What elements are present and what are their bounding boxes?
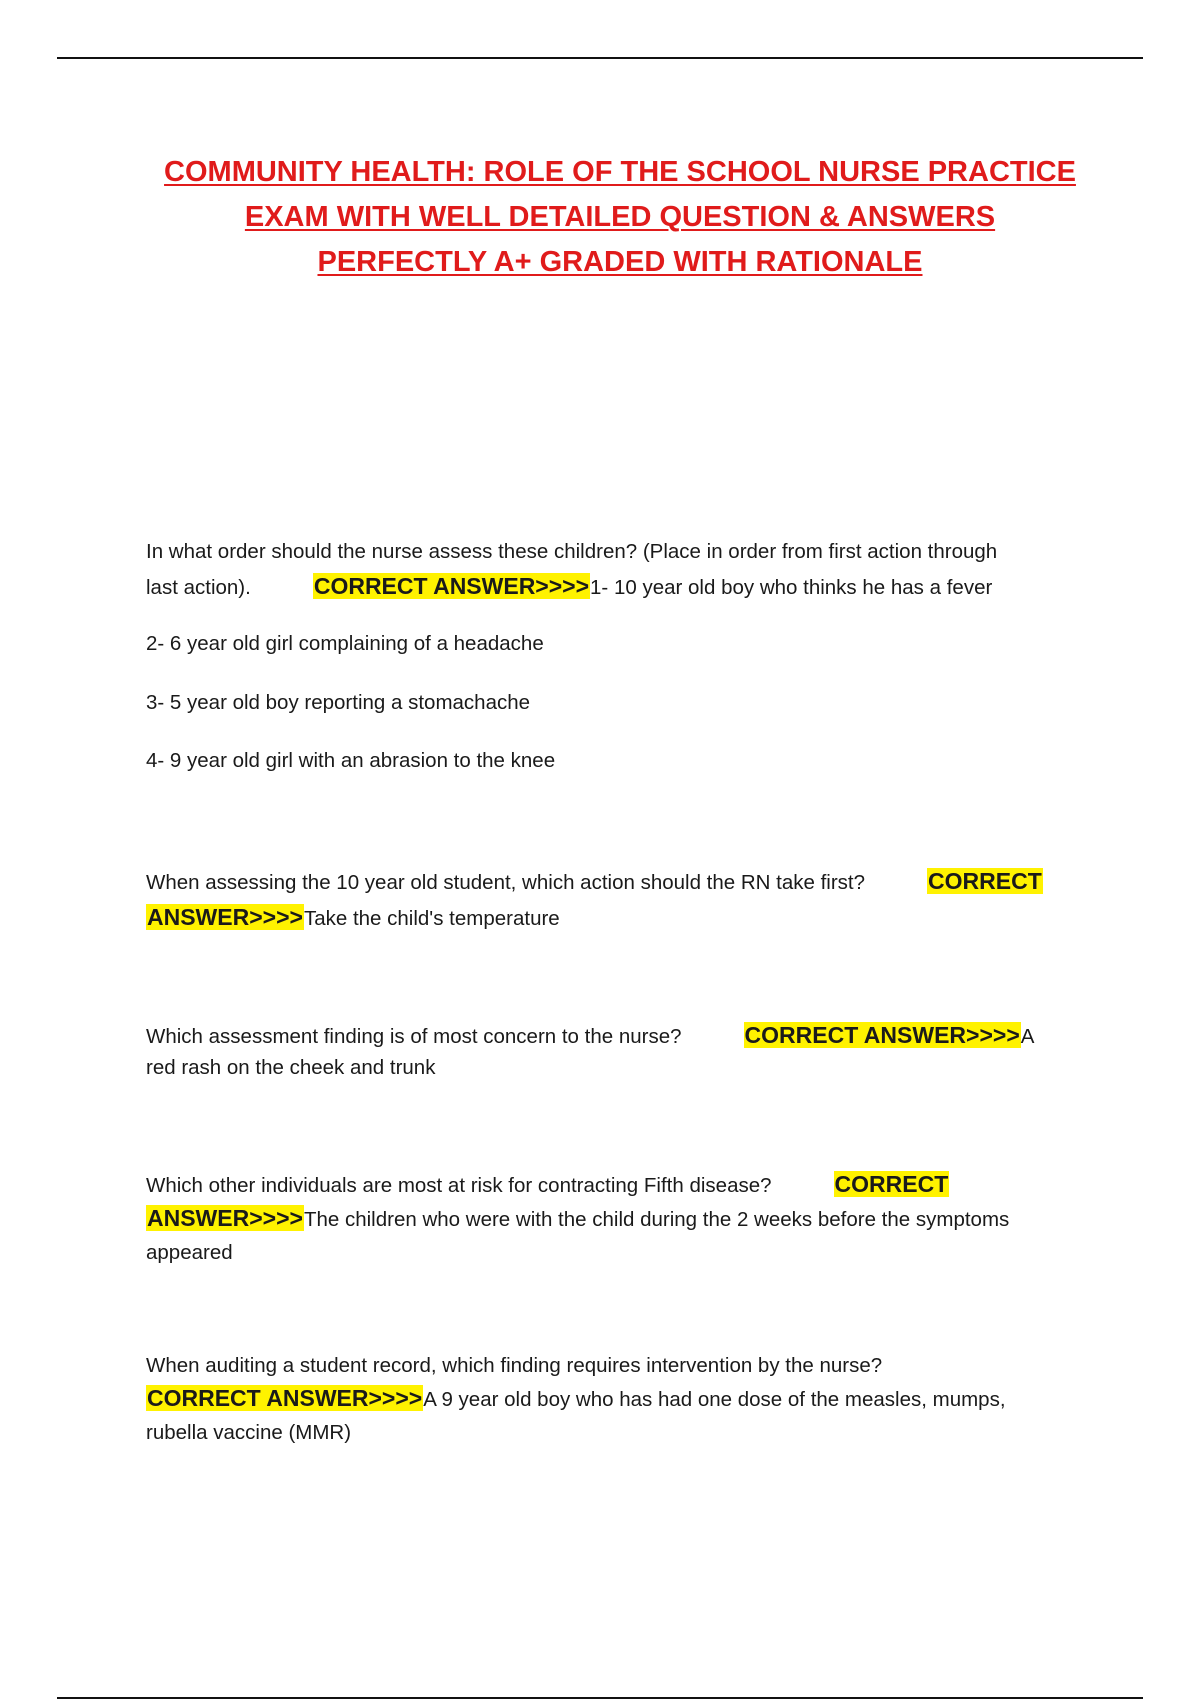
title-line-2: EXAM WITH WELL DETAILED QUESTION & ANSWERS: [244, 201, 996, 233]
question-3-answer-start: A: [1020, 1025, 1035, 1048]
question-1-text-line-2: last action).: [146, 576, 251, 599]
correct-answer-marker: ANSWER>>>>: [147, 904, 303, 930]
list-item: 2- 6 year old girl complaining of a headache: [146, 632, 544, 655]
question-2-answer: Take the child's temperature: [303, 907, 560, 930]
question-4: [146, 1168, 1096, 1269]
question-3-answer: red rash on the cheek and trunk: [146, 1056, 436, 1079]
title-line-1: COMMUNITY HEALTH: ROLE OF THE SCHOOL NURSE PRACTICE: [164, 156, 1076, 188]
top-rule: [57, 57, 1143, 59]
question-5-text: When auditing a student record, which finding requires intervention by the nurse?: [146, 1354, 883, 1377]
question-5: [146, 1349, 1096, 1449]
question-2: [146, 864, 1096, 936]
list-item: 4- 9 year old girl with an abrasion to the knee: [146, 749, 556, 772]
correct-answer-marker: CORRECT ANSWER>>>>: [744, 1022, 1020, 1048]
question-1: [146, 535, 1096, 605]
document-title: [100, 150, 1140, 285]
question-3: [146, 1020, 1096, 1083]
correct-answer-marker: ANSWER>>>>: [147, 1205, 303, 1231]
question-2-text: When assessing the 10 year old student, which action should the RN take first?: [146, 871, 866, 894]
bottom-rule: [57, 1697, 1143, 1699]
question-3-text: Which assessment finding is of most concern to the nurse?: [146, 1025, 682, 1048]
question-4-answer-cont: appeared: [146, 1241, 233, 1264]
correct-answer-marker: CORRECT: [928, 868, 1042, 894]
question-4-answer: The children who were with the child during the 2 weeks before the symptoms: [303, 1208, 1010, 1231]
title-line-3: PERFECTLY A+ GRADED WITH RATIONALE: [317, 246, 923, 278]
question-1-answer: 1- 10 year old boy who thinks he has a fever: [590, 576, 993, 599]
correct-answer-marker: CORRECT ANSWER>>>>: [313, 573, 590, 599]
question-5-answer-cont: rubella vaccine (MMR): [146, 1421, 352, 1444]
correct-answer-marker: CORRECT: [834, 1171, 949, 1197]
list-item: 3- 5 year old boy reporting a stomachache: [146, 691, 531, 714]
question-1-text-line-1: In what order should the nurse assess these children? (Place in order from first action through: [146, 540, 998, 563]
question-4-text: Which other individuals are most at risk for contracting Fifth disease?: [146, 1174, 772, 1197]
question-5-answer: A 9 year old boy who has had one dose of the measles, mumps,: [423, 1388, 1006, 1411]
correct-answer-marker: CORRECT ANSWER>>>>: [147, 1385, 423, 1411]
